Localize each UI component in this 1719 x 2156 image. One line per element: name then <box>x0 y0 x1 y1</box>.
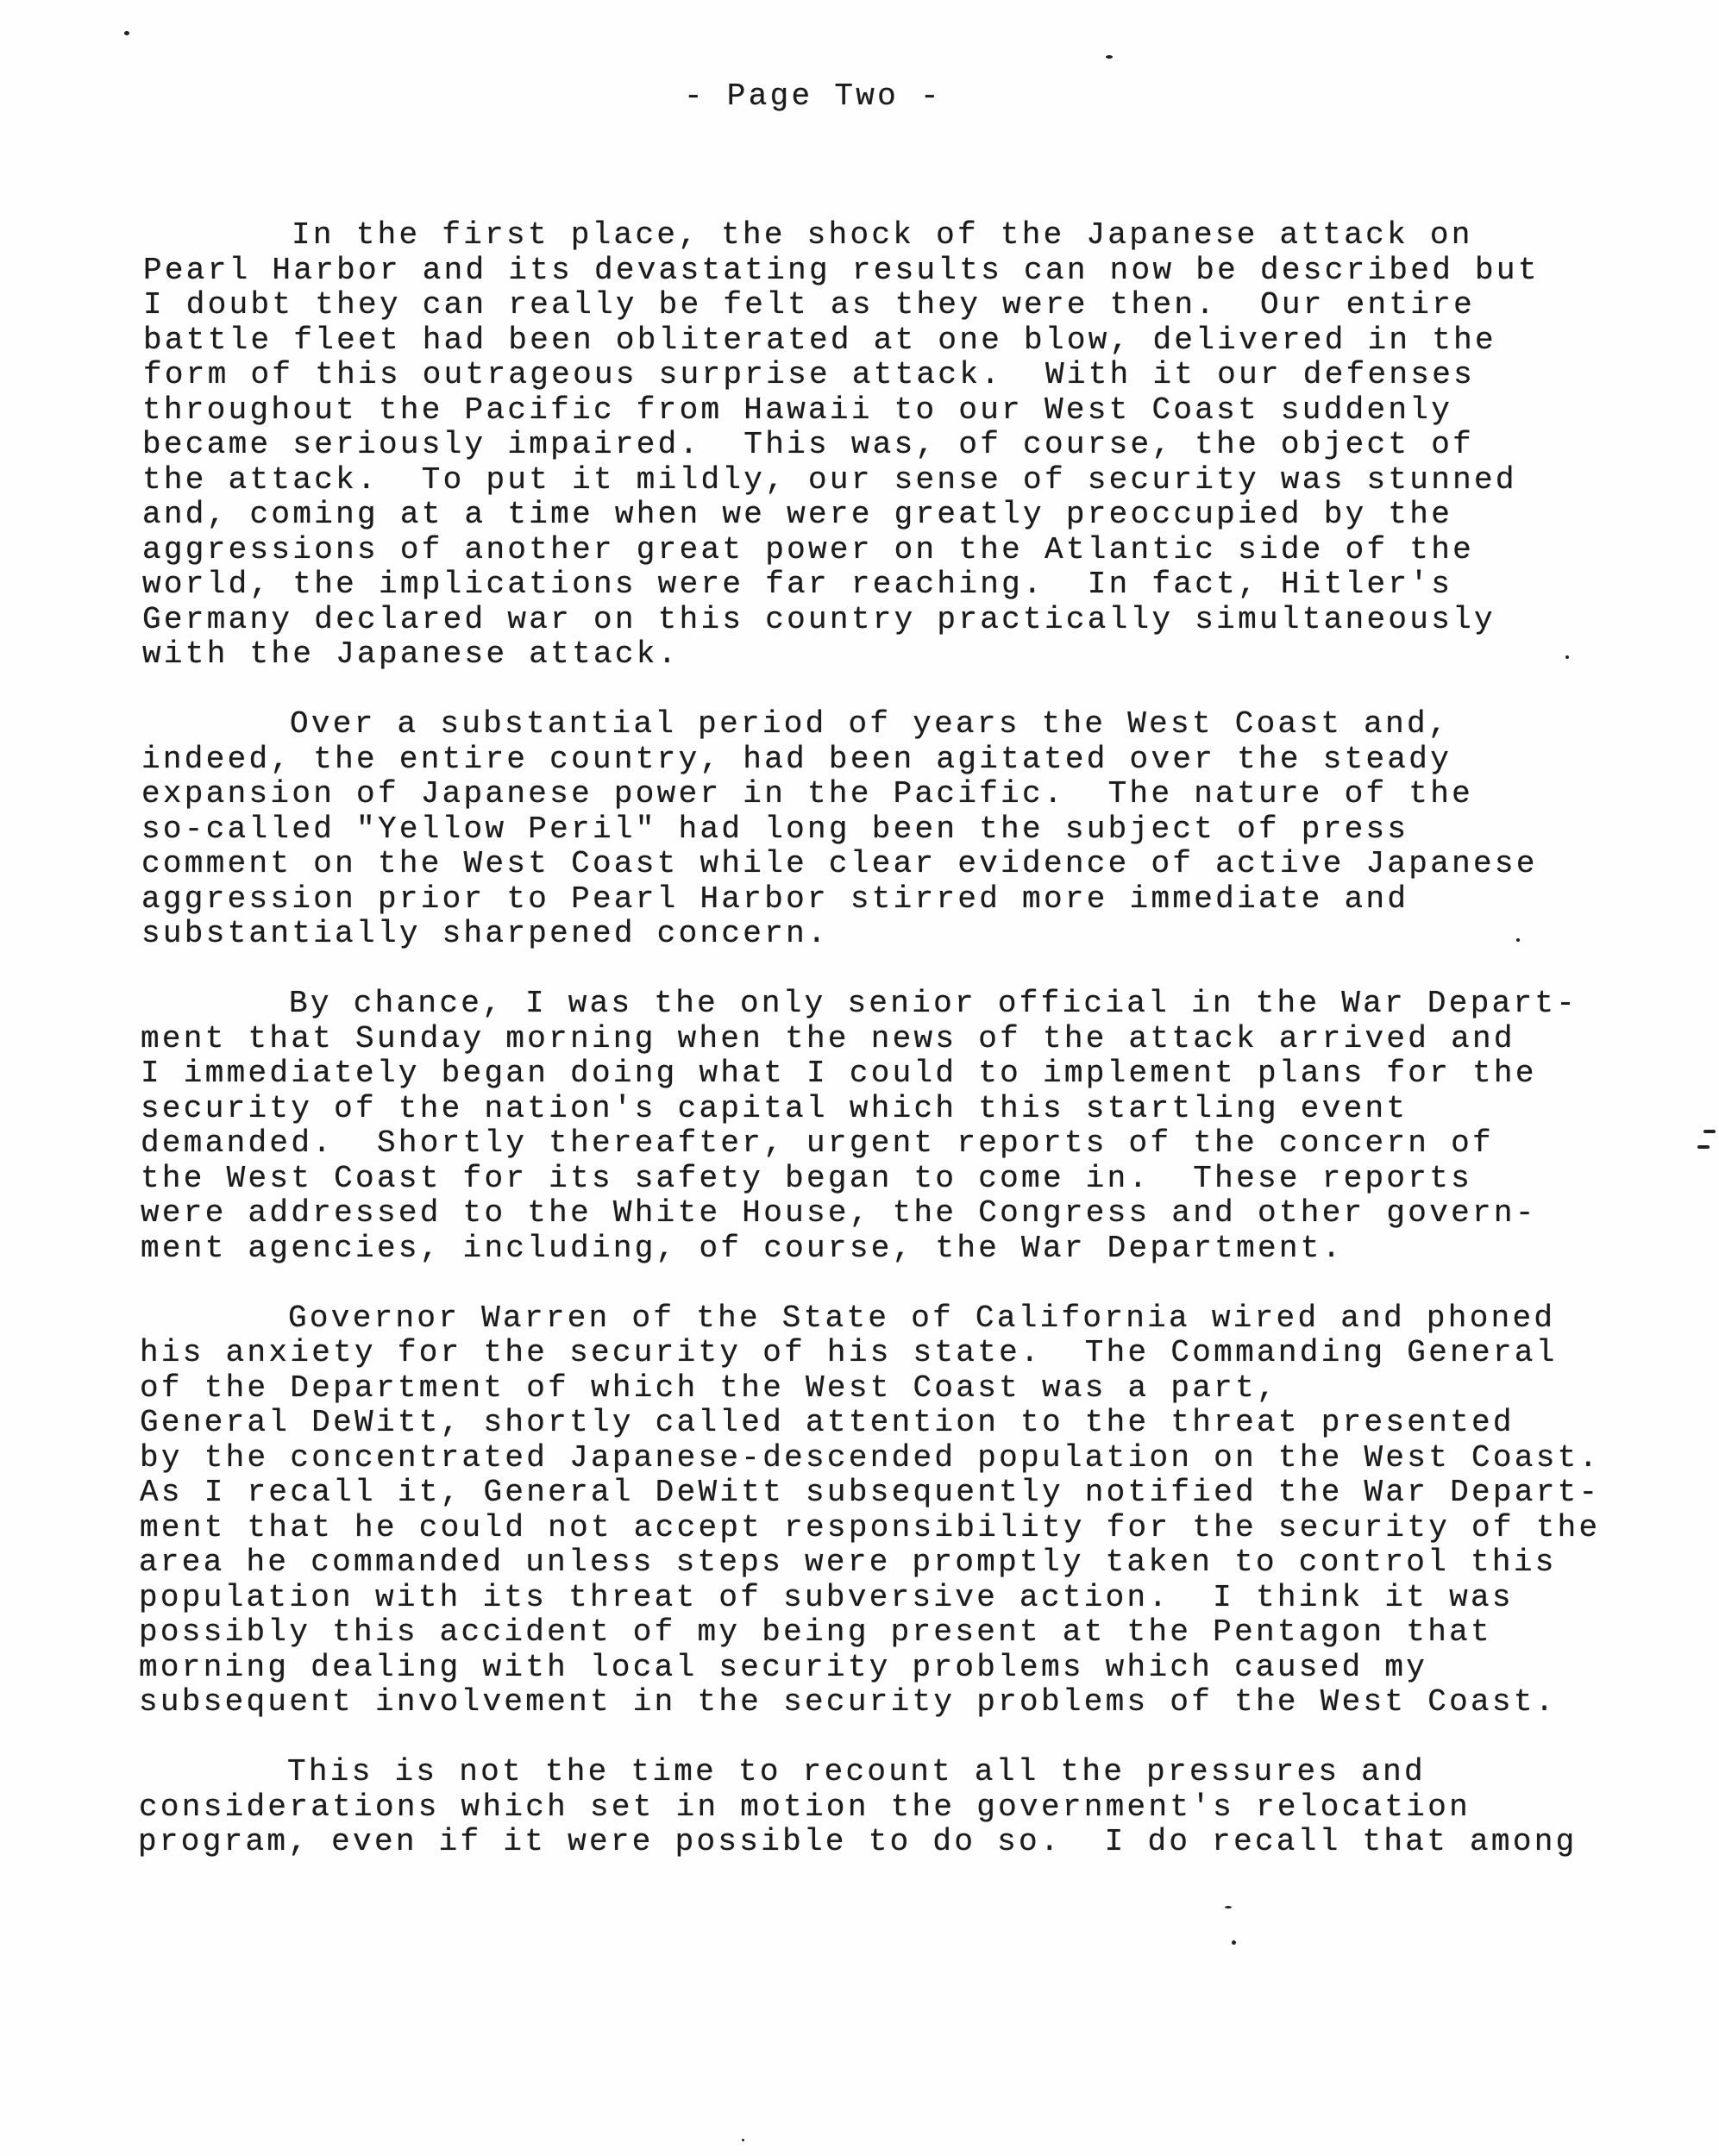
scan-speck <box>742 2139 744 2141</box>
text-line: program, even if it were possible to do so. I do recall that among <box>138 1824 1578 1859</box>
text-line: By chance, I was the only senior official in the War Depart- <box>289 986 1578 1021</box>
text-line: area he commanded unless steps were promptly taken to control this <box>139 1545 1557 1580</box>
scan-speck <box>1565 655 1569 659</box>
text-line: ment agencies, including, of course, the War Department. <box>141 1230 1344 1266</box>
text-line: substantially sharpened concern. <box>141 916 829 951</box>
text-line: demanded. Shortly thereafter, urgent reports of the concern of <box>141 1125 1494 1161</box>
scan-speck <box>1516 938 1520 942</box>
scan-speck <box>1225 1906 1232 1908</box>
text-line: ment that Sunday morning when the news of the attack arrived and <box>141 1020 1515 1056</box>
scan-speck <box>1697 1145 1710 1149</box>
scan-speck <box>1232 1940 1236 1945</box>
text-line: population with its threat of subversive action. I think it was <box>139 1579 1514 1615</box>
text-line: subsequent involvement in the security problems of the West Coast. <box>139 1684 1557 1720</box>
text-line: battle fleet had been obliterated at one blow, delivered in the <box>143 322 1496 358</box>
text-line: I immediately began doing what I could to implement plans for the <box>141 1056 1537 1091</box>
text-line: the attack. To put it mildly, our sense of security was stunned <box>142 461 1517 498</box>
text-line: so-called "Yellow Peril" had long been the subject of press <box>141 811 1409 847</box>
text-line: possibly this accident of my being present at the Pentagon that <box>139 1614 1492 1650</box>
text-line: expansion of Japanese power in the Pacific. The nature of the <box>141 776 1474 812</box>
text-line: became seriously impaired. This was, of course, the object of <box>142 427 1475 462</box>
text-line: throughout the Pacific from Hawaii to our West Coast suddenly <box>142 392 1453 428</box>
text-line: security of the nation's capital which this startling event <box>141 1090 1408 1126</box>
text-line: Germany declared war on this country practically simultaneously <box>142 601 1496 637</box>
page-header: - Page Two - <box>684 78 942 114</box>
text-line: comment on the West Coast while clear evidence of active Japanese <box>141 846 1538 881</box>
text-line: by the concentrated Japanese-descended population on the West Coast. <box>140 1439 1601 1476</box>
text-line: world, the implications were far reaching. In fact, Hitler's <box>142 567 1453 602</box>
scan-speck <box>1106 55 1113 59</box>
text-line: Governor Warren of the State of California wired and phoned <box>288 1300 1556 1336</box>
scan-speck <box>1703 1130 1716 1133</box>
text-line: of the Department of which the West Coast was a part, <box>140 1369 1278 1406</box>
text-line: Pearl Harbor and its devastating results can now be described but <box>143 252 1540 288</box>
text-line: General DeWitt, shortly called attention to the threat presented <box>140 1405 1515 1440</box>
text-line: and, coming at a time when we were greatly preoccupied by the <box>142 497 1453 532</box>
text-line: aggression prior to Pearl Harbor stirred more immediate and <box>141 881 1409 917</box>
text-line: were addressed to the White House, the Congress and other govern- <box>141 1195 1537 1231</box>
text-line: the West Coast for its safety began to come in. These reports <box>141 1160 1473 1196</box>
scan-speck <box>124 31 129 35</box>
text-line: with the Japanese attack. <box>142 636 680 672</box>
text-line: form of this outrageous surprise attack. With it our defenses <box>143 357 1476 392</box>
text-line: considerations which set in motion the government's relocation <box>139 1789 1471 1825</box>
text-line: indeed, the entire country, had been agitated over the steady <box>141 741 1452 777</box>
text-line: In the first place, the shock of the Japanese attack on <box>292 217 1473 253</box>
text-line: his anxiety for the security of his state. The Commanding General <box>140 1335 1558 1370</box>
text-line: aggressions of another great power on the Atlantic side of the <box>142 531 1475 567</box>
text-line: As I recall it, General DeWitt subsequently notified the War Depart- <box>140 1475 1601 1510</box>
text-line: I doubt they can really be felt as they were then. Our entire <box>143 287 1476 323</box>
text-line: This is not the time to recount all the pressures and <box>287 1754 1426 1789</box>
text-line: Over a substantial period of years the West Coast and, <box>290 706 1450 742</box>
text-line: ment that he could not accept responsibility for the security of the <box>140 1509 1601 1545</box>
text-line: morning dealing with local security problems which caused my <box>139 1649 1428 1685</box>
